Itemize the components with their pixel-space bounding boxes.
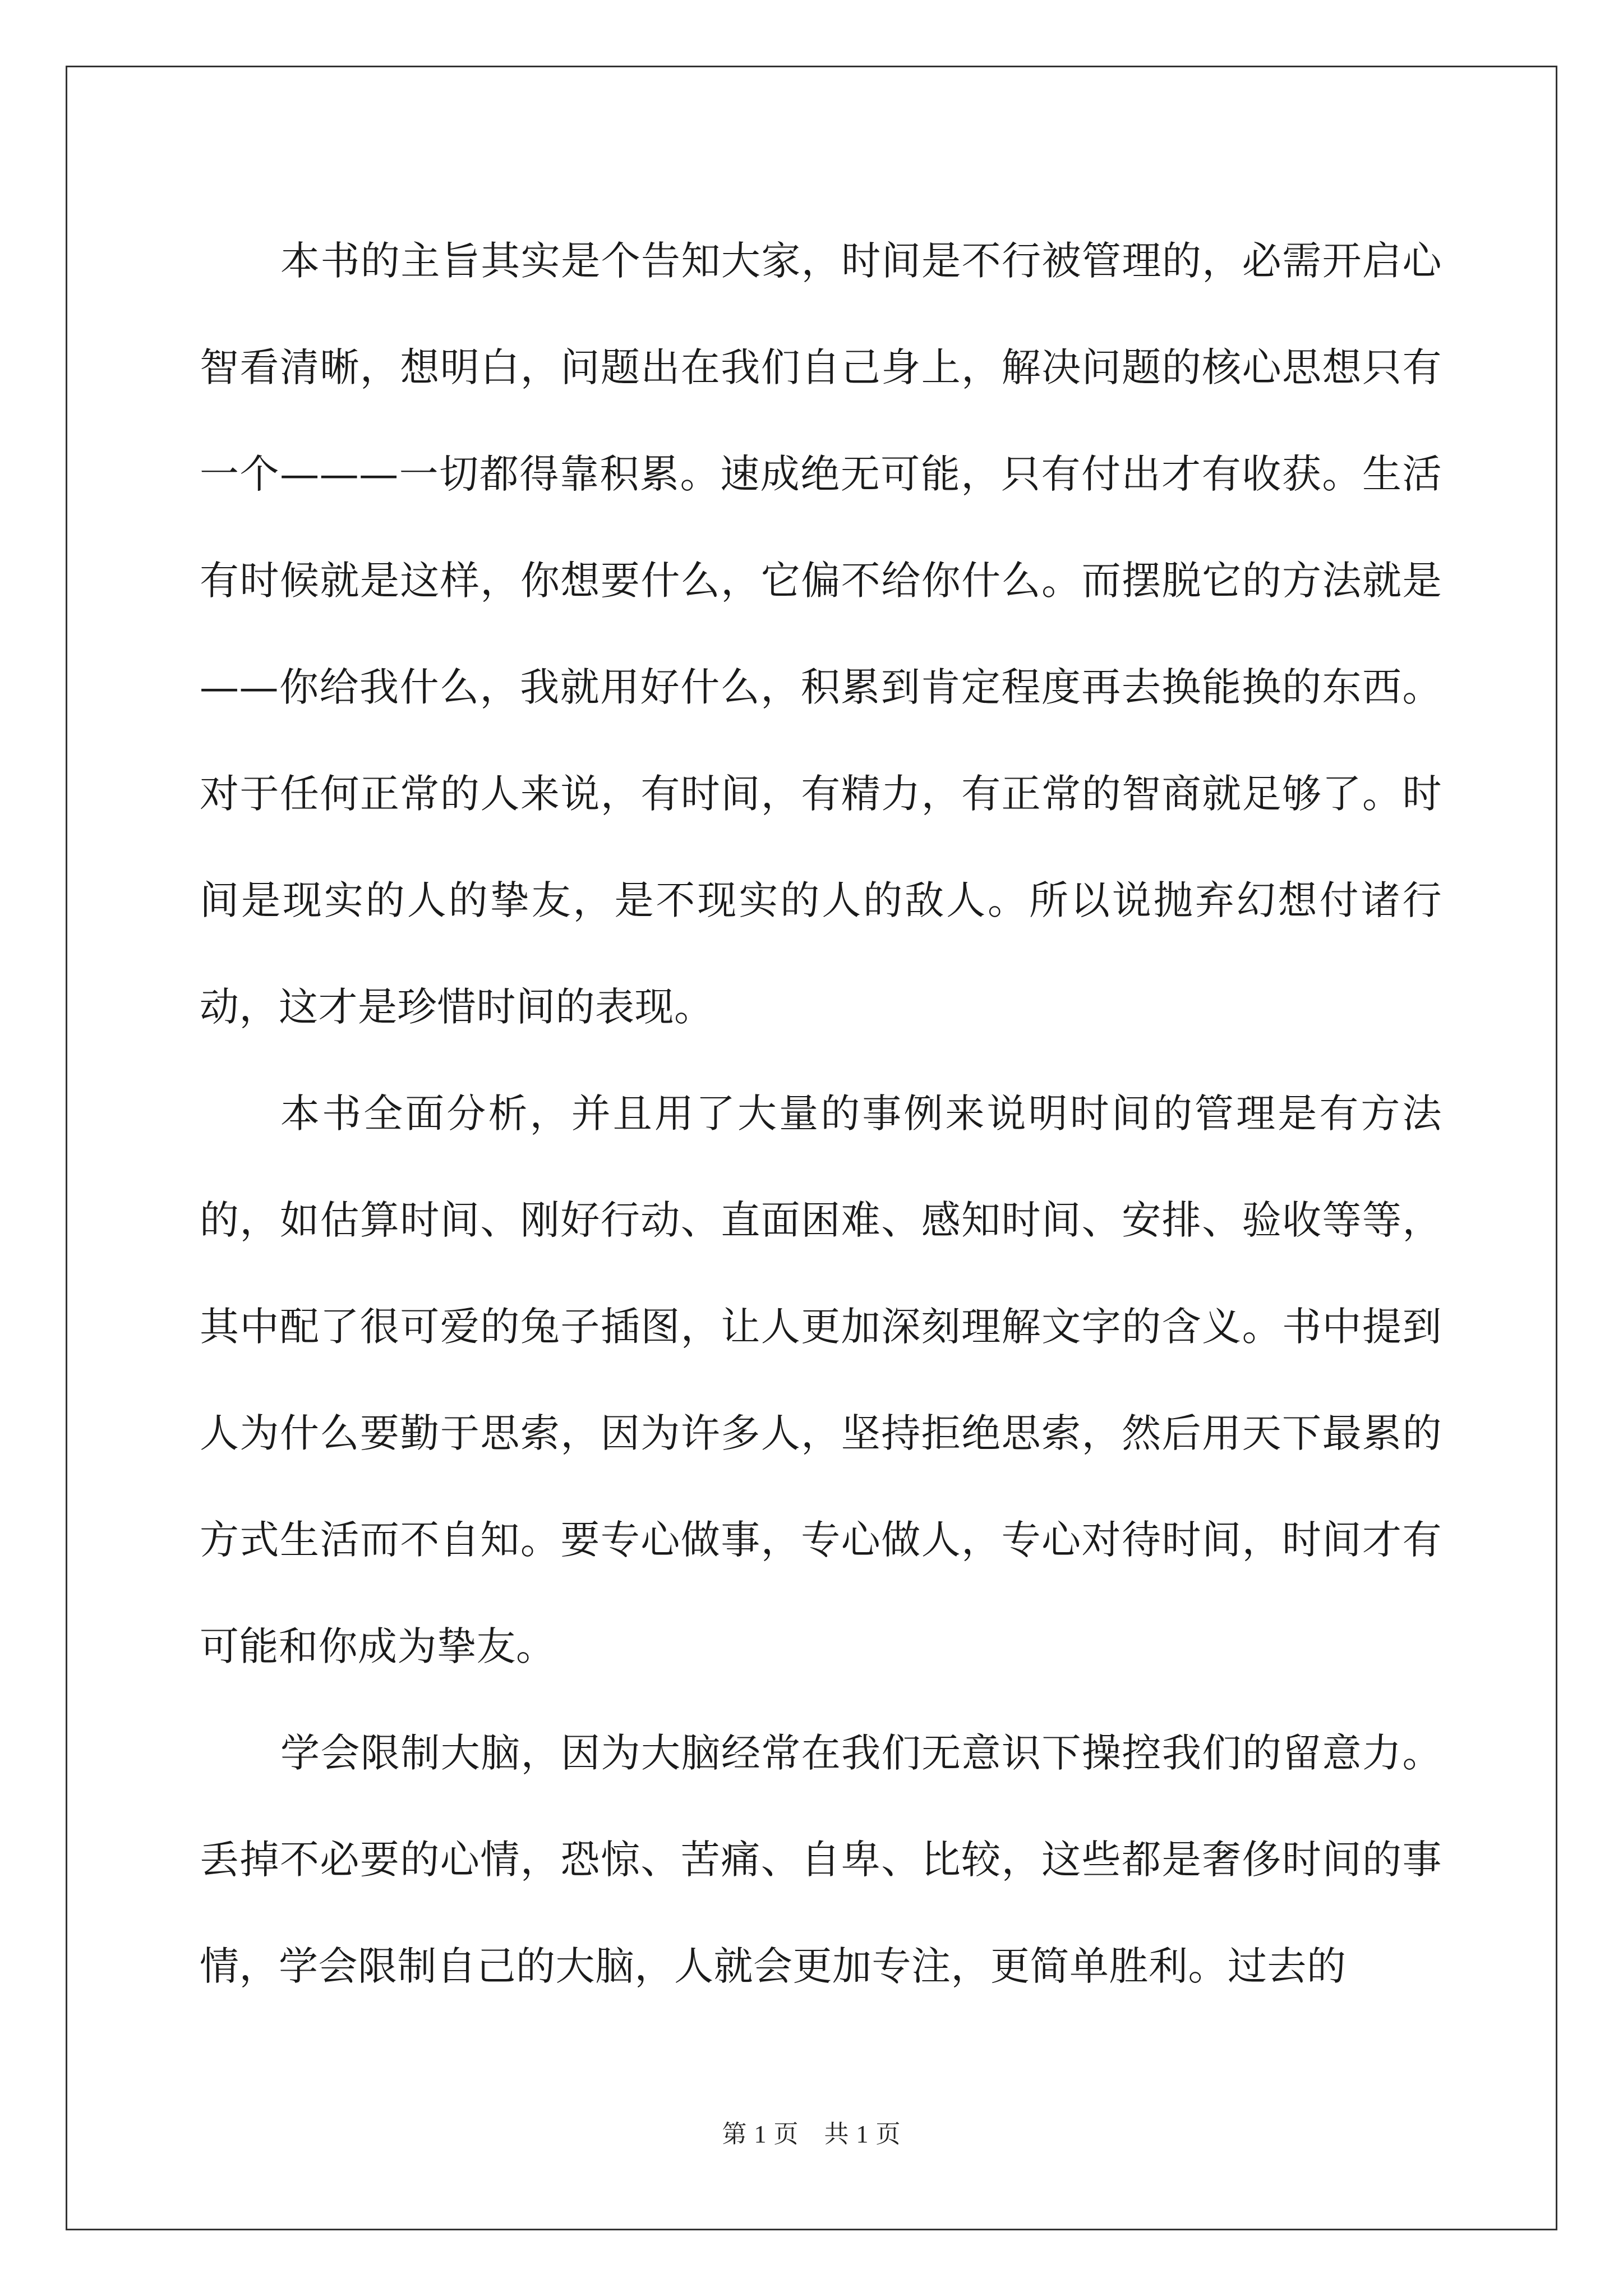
paragraph-2: 本书全面分析，并且用了大量的事例来说明时间的管理是有方法的，如估算时间、刚好行动、直面困难、感知时间、安排、验收等等，其中配了很可爱的兔子插图，让人更加深刻理解文字的含义。书中提到人为什么要勤于思索，因为许多人，坚持拒绝思索，然后用天下最累的方式生活而不自知。要专心做事，专心做人，专心对待时间，时间才有可能和你成为挚友。	[200, 1091, 1442, 1669]
paragraph-3: 学会限制大脑，因为大脑经常在我们无意识下操控我们的留意力。丢掉不必要的心情，恐惊、苦痛、自卑、比较，这些都是奢侈时间的事情，学会限制自己的大脑，人就会更加专注，更简单胜利。过去的	[200, 1730, 1442, 1989]
page-number-footer: 第 1 页 共 1 页	[722, 2120, 901, 2148]
document-body	[200, 208, 1442, 2019]
paragraph-1: 本书的主旨其实是个告知大家，时间是不行被管理的，必需开启心智看清晰，想明白，问题出在我们自己身上，解决问题的核心思想只有一个———一切都得靠积累。速成绝无可能，只有付出才有收获。生活有时候就是这样，你想要什么，它偏不给你什么。而摆脱它的方法就是——你给我什么，我就用好什么，积累到肯定程度再去换能换的东西。对于任何正常的人来说，有时间，有精力，有正常的智商就足够了。时间是现实的人的挚友，是不现实的人的敌人。所以说抛弃幻想付诸行动，这才是珍惜时间的表现。	[200, 238, 1442, 1030]
